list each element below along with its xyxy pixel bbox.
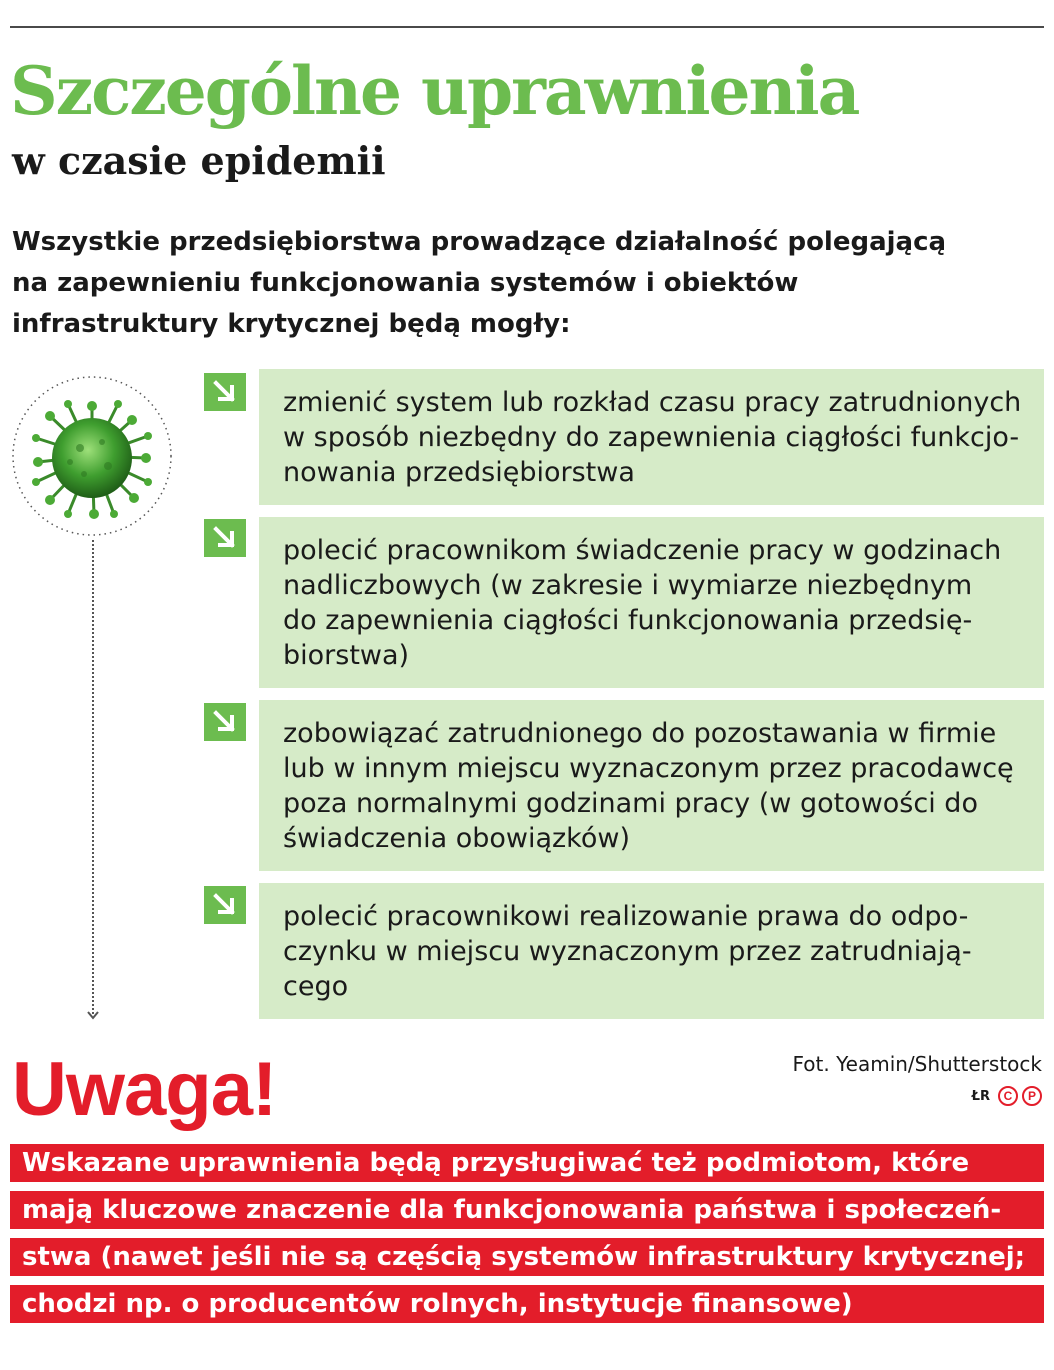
- item-line: w sposób niezbędny do zapewnienia ciągłości funkcjo-: [283, 422, 1020, 453]
- virus-icon: [10, 374, 174, 538]
- arrow-down-right-icon: [204, 519, 246, 557]
- author-marks: [972, 1086, 1042, 1106]
- list-item: [259, 517, 1044, 688]
- item-line: do zapewnienia ciągłości funkcjonowania przedsię-: [283, 605, 973, 636]
- warning-heading: Uwaga!: [12, 1047, 277, 1132]
- timeline-arrow-icon: [86, 1010, 100, 1020]
- intro-line: na zapewnieniu funkcjonowania systemów i obiektów: [12, 268, 799, 298]
- intro-text: [12, 222, 1042, 345]
- list-item: [259, 883, 1044, 1019]
- warning-line: mają kluczowe znaczenie dla funkcjonowania państwa i społeczeń-: [10, 1191, 1044, 1229]
- item-line: nadliczbowych (w zakresie i wymiarze niezbędnym: [283, 570, 973, 601]
- page-subtitle: w czasie epidemii: [12, 138, 386, 183]
- item-line: czynku w miejscu wyznaczonym przez zatrudniają-: [283, 936, 972, 967]
- warning-line: chodzi np. o producentów rolnych, instytucje finansowe): [10, 1285, 1044, 1323]
- intro-line: infrastruktury krytycznej będą mogły:: [12, 309, 571, 339]
- item-line: polecić pracownikom świadczenie pracy w godzinach: [283, 535, 1002, 566]
- item-line: zmienić system lub rozkład czasu pracy zatrudnionych: [283, 387, 1022, 418]
- item-line: biorstwa): [283, 640, 410, 671]
- page-title: Szczególne uprawnienia: [10, 52, 859, 130]
- item-line: polecić pracownikowi realizowanie prawa do odpo-: [283, 901, 969, 932]
- item-line: poza normalnymi godzinami pracy (w gotowości do: [283, 788, 978, 819]
- item-line: zobowiązać zatrudnionego do pozostawania w firmie: [283, 718, 997, 749]
- item-line: świadczenia obowiązków): [283, 823, 630, 854]
- photo-credit: Fot. Yeamin/Shutterstock: [792, 1052, 1042, 1076]
- copyright-p-icon: P: [1022, 1086, 1042, 1106]
- arrow-down-right-icon: [204, 703, 246, 741]
- timeline-line: [92, 540, 94, 1014]
- arrow-down-right-icon: [204, 886, 246, 924]
- arrow-down-right-icon: [204, 373, 246, 411]
- list-item: [259, 700, 1044, 871]
- item-line: cego: [283, 971, 349, 1002]
- intro-line: Wszystkie przedsiębiorstwa prowadzące działalność polegającą: [12, 227, 947, 257]
- author-initials: ŁR: [971, 1088, 990, 1104]
- copyright-c-icon: C: [998, 1086, 1018, 1106]
- warning-line: Wskazane uprawnienia będą przysługiwać też podmiotom, które: [10, 1144, 1044, 1182]
- item-line: nowania przedsiębiorstwa: [283, 457, 635, 488]
- item-line: lub w innym miejscu wyznaczonym przez pracodawcę: [283, 753, 1014, 784]
- warning-line: stwa (nawet jeśli nie są częścią systemów infrastruktury krytycznej;: [10, 1238, 1044, 1276]
- top-rule: [10, 26, 1044, 28]
- list-item: [259, 369, 1044, 505]
